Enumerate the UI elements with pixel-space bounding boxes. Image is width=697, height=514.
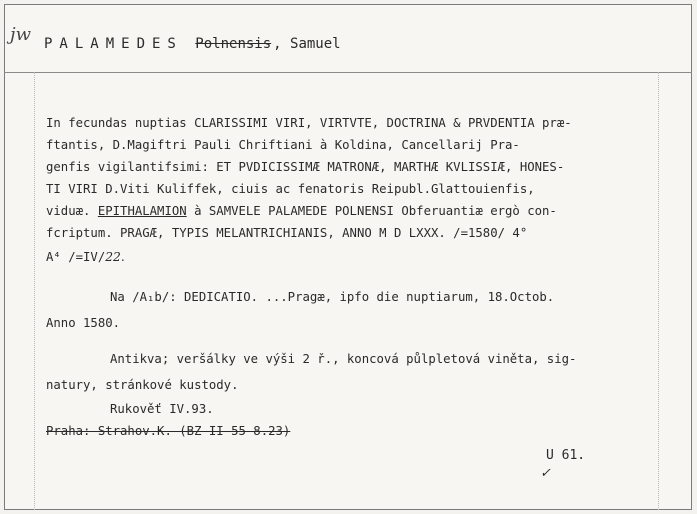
body-line-4: TI VIRI D.Viti Kuliffek, ciuis ac fenatoris Reipubl.Glattouienfis, (46, 182, 535, 196)
left-margin-rule (34, 72, 35, 510)
line5-suffix: à SAMVELE PALAMEDE POLNENSI Obferuantiæ ergò con- (186, 204, 557, 218)
struck-location-line: Praha: Strahov.K. (BZ-II-55-8.23) (46, 424, 291, 438)
dedication-line-1: Na /A₁b/: DEDICATIO. ...Pragæ, ipfo die nuptiarum, 18.Octob. (110, 290, 555, 304)
collation-line (46, 250, 125, 264)
reference-line: Rukověť IV.93. (110, 402, 214, 416)
right-margin-rule (658, 72, 659, 510)
author-surname: PALAMEDES (44, 36, 183, 52)
imprint-line: fcriptum. PRAGÆ, TYPIS MELANTRICHIANIS, ANNO M D LXXX. /=1580/ 4° (46, 226, 528, 240)
card-header (44, 36, 341, 52)
description-line-1: Antikva; veršálky ve výši 2 ř., koncová půlpletová viněta, sig- (110, 352, 577, 366)
handwritten-count: 22. (105, 250, 125, 264)
signature-formula: A⁴ (46, 250, 61, 264)
author-given-name: , Samuel (273, 36, 341, 52)
shelfmark: U 61. (546, 448, 586, 463)
corner-handwritten-mark: jw (10, 24, 31, 45)
dedication-line-2: Anno 1580. (46, 316, 121, 330)
description-line-2: natury, stránkové kustody. (46, 378, 239, 392)
collation-text: /=IV/ (60, 250, 106, 264)
shelfmark-check-mark: ✓ (540, 466, 551, 481)
body-line-5 (46, 204, 557, 218)
body-line-3: genfis vigilantifsimi: ET PVDICISSIMÆ MATRONÆ, MARTHÆ KVLISSIÆ, HONES- (46, 160, 565, 174)
line5-prefix: viduæ. (46, 204, 98, 218)
header-rule (4, 72, 692, 73)
title-underlined: EPITHALAMION (97, 204, 187, 218)
struck-name: Polnensis (195, 36, 272, 52)
body-line-1: In fecundas nuptias CLARISSIMI VIRI, VIRTVTE, DOCTRINA & PRVDENTIA præ- (46, 116, 572, 130)
body-line-2: ftantis, D.Magiftri Pauli Chriftiani à Koldina, Cancellarij Pra- (46, 138, 520, 152)
